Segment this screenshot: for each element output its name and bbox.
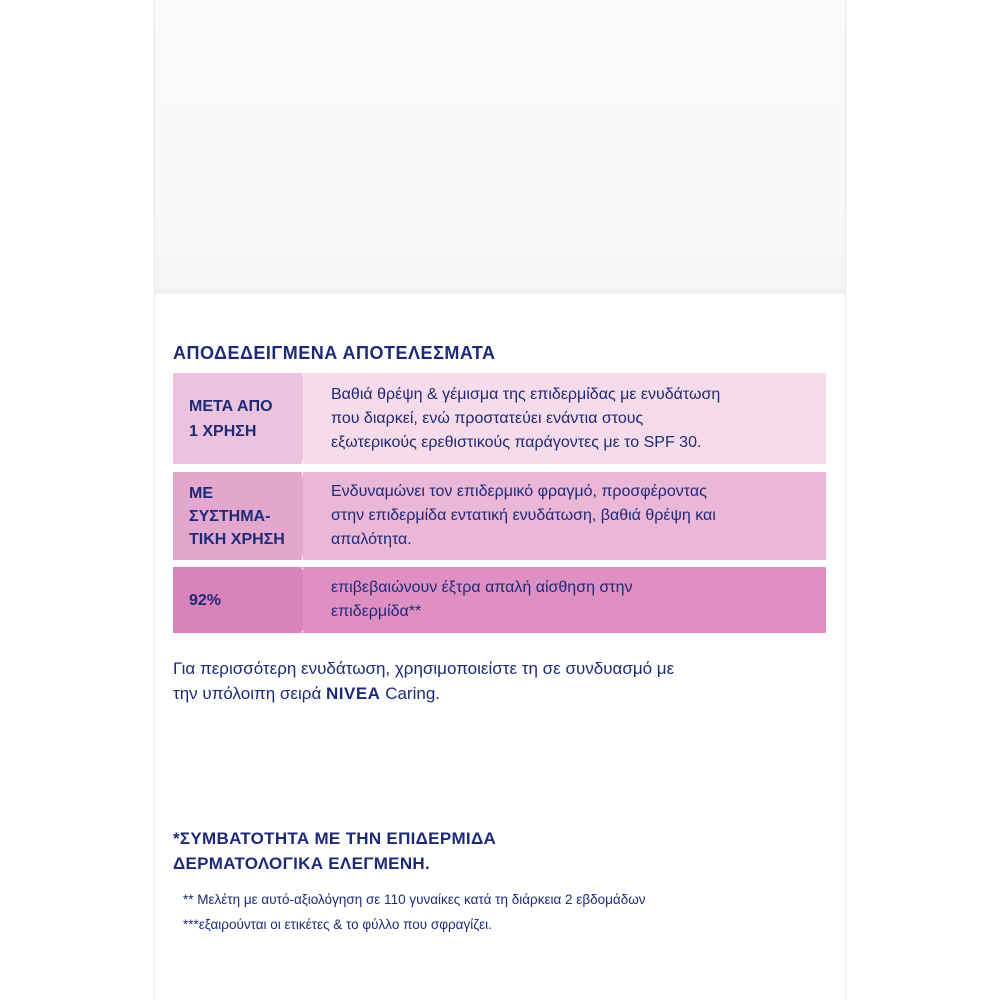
row-label-line: ΜΕΤΑ ΑΠΟ xyxy=(189,397,273,415)
row-label-line: ΣΥΣΤΗΜΑ- xyxy=(189,507,271,525)
dermatology-claim xyxy=(173,826,496,876)
row-label-line: 92% xyxy=(189,591,222,609)
brand-name: NIVEA xyxy=(326,684,381,703)
usage-line xyxy=(173,681,833,706)
row-label xyxy=(173,472,303,560)
row-description-line: επιδερμίδα** xyxy=(331,603,422,620)
results-row-systematic-use xyxy=(173,472,826,560)
row-description xyxy=(303,373,826,464)
usage-text: Caring. xyxy=(380,684,440,703)
results-row-single-use xyxy=(173,373,826,464)
row-label-line: 1 ΧΡΗΣΗ xyxy=(189,422,257,440)
claim-line: *ΣΥΜΒΑΤΟΤΗΤΑ ΜΕ ΤΗΝ ΕΠΙΔΕΡΜΙΔΑ xyxy=(173,829,497,848)
results-row-percentage xyxy=(173,567,826,633)
usage-text: την υπόλοιπη σειρά xyxy=(173,684,326,703)
package-lid xyxy=(154,0,846,292)
row-label xyxy=(173,373,303,464)
row-label-line: ΤΙΚΗ ΧΡΗΣΗ xyxy=(189,530,285,548)
footnote-exclusions: ***εξαιρούνται οι ετικέτες & το φύλλο που σφραγίζει. xyxy=(183,917,492,932)
usage-recommendation xyxy=(173,656,833,706)
row-description xyxy=(303,567,826,633)
footnote-study: ** Μελέτη με αυτό-αξιολόγηση σε 110 γυναίκες κατά τη διάρκεια 2 εβδομάδων xyxy=(183,892,646,907)
results-heading: ΑΠΟΔΕΔΕΙΓΜΕΝΑ ΑΠΟΤΕΛΕΣΜΑΤΑ xyxy=(173,343,496,363)
row-description-line: εξωτερικούς ερεθιστικούς παράγοντες με το SPF 30. xyxy=(331,433,702,451)
row-description-line: που διαρκεί, ενώ προστατεύει ενάντια στους xyxy=(331,409,644,427)
row-description xyxy=(303,472,826,560)
usage-line: Για περισσότερη ενυδάτωση, χρησιμοποιείστε τη σε συνδυασμό με xyxy=(173,659,675,678)
claim-line: ΔΕΡΜΑΤΟΛΟΓΙΚΑ ΕΛΕΓΜΕΝΗ. xyxy=(173,854,431,873)
row-description-line: στην επιδερμίδα εντατική ενυδάτωση, βαθιά θρέψη και xyxy=(331,507,716,524)
row-description-line: Ενδυναμώνει τον επιδερμικό φραγμό, προσφέροντας xyxy=(331,483,707,500)
row-description-line: απαλότητα. xyxy=(331,531,412,548)
row-label xyxy=(173,567,303,633)
row-description-line: επιβεβαιώνουν έξτρα απαλή αίσθηση στην xyxy=(331,579,633,596)
row-label-line: ΜΕ xyxy=(189,484,213,502)
row-description-line: Βαθιά θρέψη & γέμισμα της επιδερμίδας με ενυδάτωση xyxy=(331,385,721,403)
